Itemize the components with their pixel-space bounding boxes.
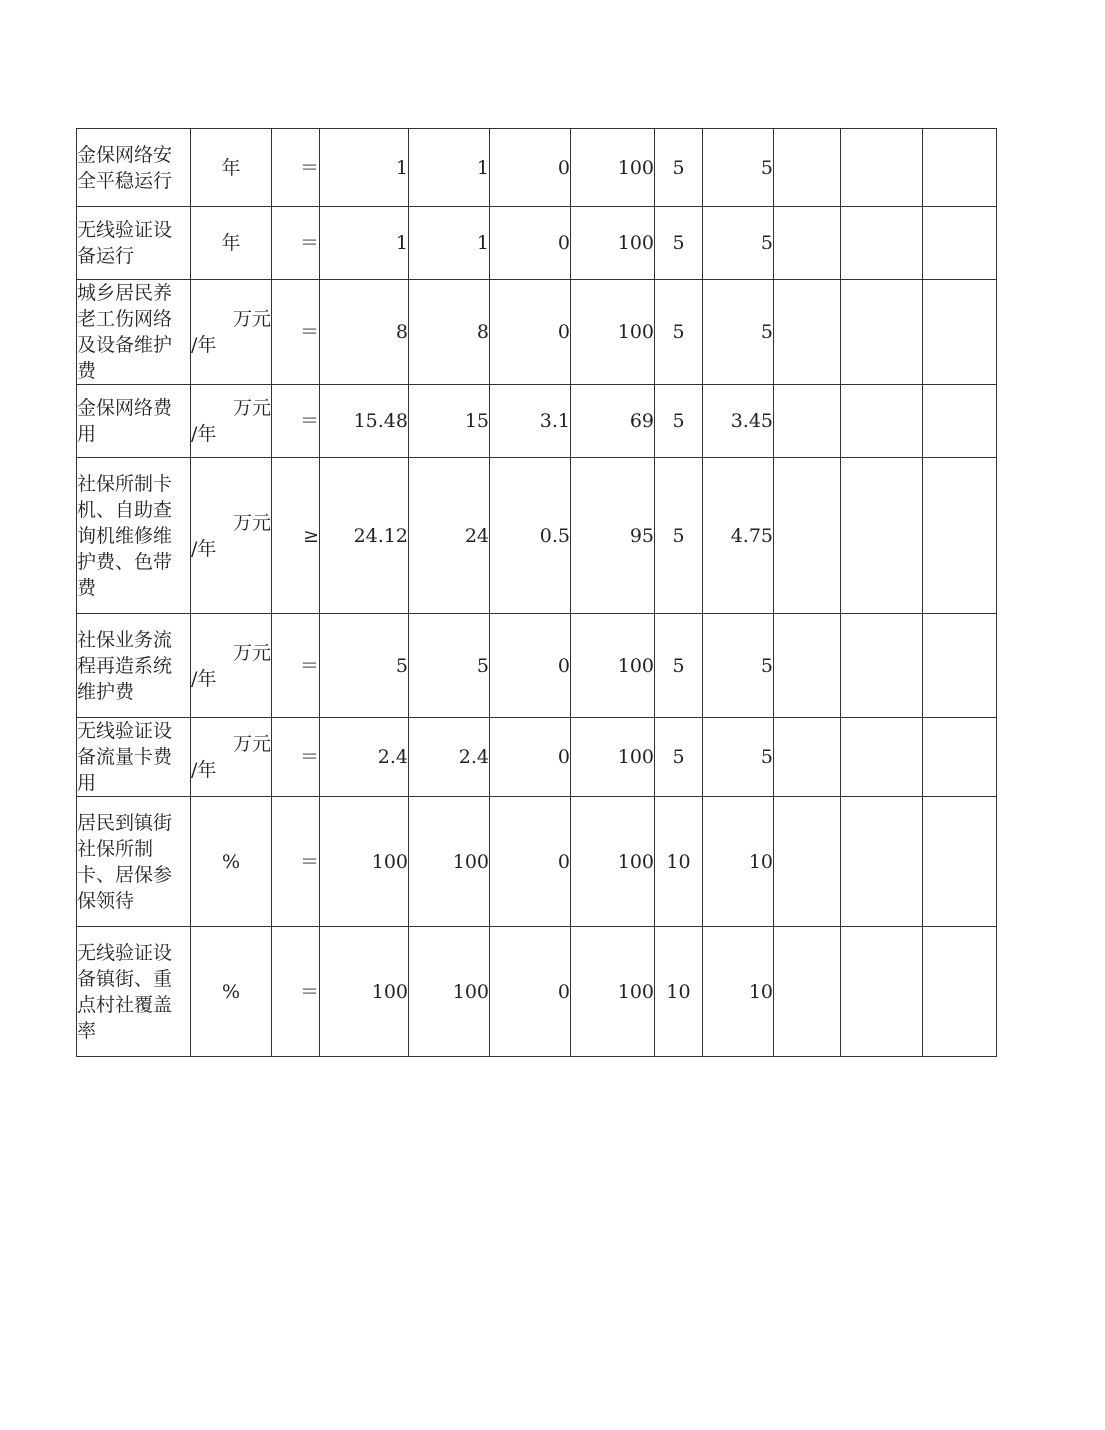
table-row xyxy=(77,458,997,614)
value-cell: 2.4 xyxy=(409,718,490,797)
score-cell: 4.75 xyxy=(703,458,774,614)
unit-per: /年 xyxy=(191,537,217,560)
weight-cell: 5 xyxy=(655,207,703,280)
empty-cell xyxy=(841,280,923,385)
value-cell: 15.48 xyxy=(320,385,409,458)
table-row xyxy=(77,614,997,718)
table-row xyxy=(77,718,997,797)
weight-cell: 5 xyxy=(655,614,703,718)
empty-cell xyxy=(774,718,841,797)
empty-cell xyxy=(841,207,923,280)
unit-main: 万元 xyxy=(232,733,271,755)
value-cell: 0 xyxy=(490,280,571,385)
indicator-name: 城乡居民养老工伤网络及设备维护费 xyxy=(77,280,191,385)
unit-per: /年 xyxy=(191,334,217,356)
value-cell: 100 xyxy=(409,927,490,1057)
value-cell: 0 xyxy=(490,129,571,207)
unit-per: /年 xyxy=(191,423,217,445)
indicator-name: 金保网络安全平稳运行 xyxy=(77,129,191,207)
unit xyxy=(191,280,272,385)
empty-cell xyxy=(774,207,841,280)
empty-cell xyxy=(841,614,923,718)
value-cell: 8 xyxy=(409,280,490,385)
empty-cell xyxy=(774,614,841,718)
value-cell: 8 xyxy=(320,280,409,385)
value-cell: 0 xyxy=(490,614,571,718)
value-cell: 100 xyxy=(571,718,655,797)
comparison-operator: ＝ xyxy=(272,280,320,385)
value-cell: 24 xyxy=(409,458,490,614)
value-cell: 3.1 xyxy=(490,385,571,458)
unit-main: 万元 xyxy=(232,511,271,534)
empty-cell xyxy=(841,797,923,927)
empty-cell xyxy=(841,385,923,458)
comparison-operator: ＝ xyxy=(272,718,320,797)
unit xyxy=(191,718,272,797)
empty-cell xyxy=(923,129,997,207)
unit: % xyxy=(191,797,272,927)
unit xyxy=(191,458,272,614)
empty-cell xyxy=(841,129,923,207)
table-row xyxy=(77,385,997,458)
unit-main: 万元 xyxy=(232,308,271,330)
empty-cell xyxy=(923,718,997,797)
unit xyxy=(191,385,272,458)
empty-cell xyxy=(923,280,997,385)
unit-main: 万元 xyxy=(232,397,271,419)
score-cell: 5 xyxy=(703,614,774,718)
value-cell: 100 xyxy=(571,614,655,718)
value-cell: 5 xyxy=(409,614,490,718)
value-cell: 100 xyxy=(571,927,655,1057)
unit-main: 万元 xyxy=(232,641,271,664)
value-cell: 5 xyxy=(320,614,409,718)
comparison-operator: ＝ xyxy=(272,614,320,718)
weight-cell: 5 xyxy=(655,129,703,207)
value-cell: 69 xyxy=(571,385,655,458)
unit-per: /年 xyxy=(191,759,217,781)
empty-cell xyxy=(774,927,841,1057)
value-cell: 15 xyxy=(409,385,490,458)
value-cell: 100 xyxy=(320,927,409,1057)
weight-cell: 5 xyxy=(655,280,703,385)
weight-cell: 10 xyxy=(655,797,703,927)
score-cell: 3.45 xyxy=(703,385,774,458)
indicator-name: 无线验证设备运行 xyxy=(77,207,191,280)
value-cell: 100 xyxy=(571,129,655,207)
indicator-name: 无线验证设备镇街、重点村社覆盖率 xyxy=(77,927,191,1057)
value-cell: 100 xyxy=(571,280,655,385)
score-cell: 5 xyxy=(703,280,774,385)
comparison-operator: ＝ xyxy=(272,385,320,458)
value-cell: 2.4 xyxy=(320,718,409,797)
value-cell: 0.5 xyxy=(490,458,571,614)
weight-cell: 5 xyxy=(655,458,703,614)
indicator-name: 社保所制卡机、自助查询机维修维护费、色带费 xyxy=(77,458,191,614)
empty-cell xyxy=(923,207,997,280)
table-row xyxy=(77,927,997,1057)
table-row xyxy=(77,797,997,927)
empty-cell xyxy=(774,129,841,207)
weight-cell: 5 xyxy=(655,718,703,797)
empty-cell xyxy=(774,385,841,458)
unit: 年 xyxy=(191,207,272,280)
weight-cell: 5 xyxy=(655,385,703,458)
unit xyxy=(191,614,272,718)
empty-cell xyxy=(923,385,997,458)
empty-cell xyxy=(774,458,841,614)
comparison-operator: ＝ xyxy=(272,797,320,927)
empty-cell xyxy=(774,280,841,385)
empty-cell xyxy=(841,718,923,797)
value-cell: 0 xyxy=(490,718,571,797)
value-cell: 100 xyxy=(571,207,655,280)
unit-per: /年 xyxy=(191,667,217,690)
comparison-operator: ＝ xyxy=(272,927,320,1057)
empty-cell xyxy=(841,927,923,1057)
empty-cell xyxy=(923,458,997,614)
value-cell: 100 xyxy=(571,797,655,927)
empty-cell xyxy=(774,797,841,927)
value-cell: 100 xyxy=(409,797,490,927)
value-cell: 0 xyxy=(490,207,571,280)
value-cell: 24.12 xyxy=(320,458,409,614)
indicator-name: 社保业务流程再造系统维护费 xyxy=(77,614,191,718)
table-row xyxy=(77,207,997,280)
score-cell: 5 xyxy=(703,129,774,207)
table-row xyxy=(77,129,997,207)
unit: % xyxy=(191,927,272,1057)
empty-cell xyxy=(923,927,997,1057)
table-row xyxy=(77,280,997,385)
value-cell: 1 xyxy=(409,207,490,280)
indicator-name: 居民到镇街社保所制卡、居保参保领待 xyxy=(77,797,191,927)
empty-cell xyxy=(841,458,923,614)
score-cell: 5 xyxy=(703,718,774,797)
weight-cell: 10 xyxy=(655,927,703,1057)
value-cell: 1 xyxy=(320,129,409,207)
comparison-operator: ＝ xyxy=(272,207,320,280)
score-cell: 10 xyxy=(703,797,774,927)
unit: 年 xyxy=(191,129,272,207)
score-cell: 10 xyxy=(703,927,774,1057)
comparison-operator: ＝ xyxy=(272,129,320,207)
comparison-operator: ≥ xyxy=(272,458,320,614)
value-cell: 95 xyxy=(571,458,655,614)
empty-cell xyxy=(923,614,997,718)
value-cell: 1 xyxy=(409,129,490,207)
indicator-name: 无线验证设备流量卡费用 xyxy=(77,718,191,797)
performance-indicator-table xyxy=(76,128,997,1057)
value-cell: 0 xyxy=(490,927,571,1057)
value-cell: 1 xyxy=(320,207,409,280)
value-cell: 100 xyxy=(320,797,409,927)
indicator-name: 金保网络费用 xyxy=(77,385,191,458)
empty-cell xyxy=(923,797,997,927)
score-cell: 5 xyxy=(703,207,774,280)
value-cell: 0 xyxy=(490,797,571,927)
